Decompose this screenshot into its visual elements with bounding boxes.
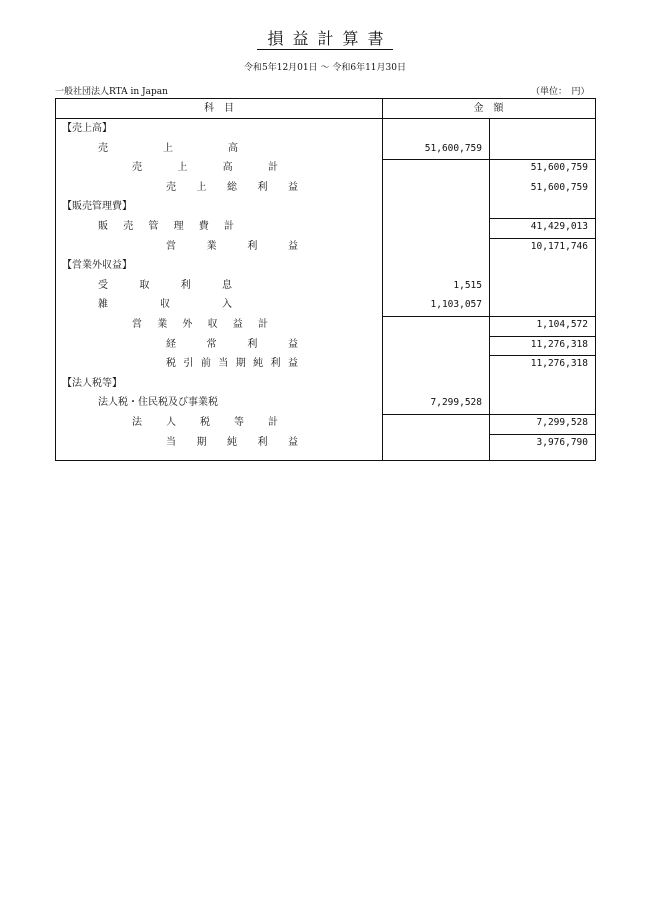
row-label: 法人税・住民税及び事業税: [98, 397, 218, 409]
total-rule: [489, 336, 595, 337]
detail-amount: 1,515: [453, 279, 482, 291]
row-label: 雑 収 入: [98, 299, 232, 311]
total-amount: 11,276,318: [530, 358, 588, 370]
total-rule: [489, 218, 595, 219]
row-label: 販 売 管 理 費 計: [98, 221, 234, 232]
row-label: 【営業外収益】: [62, 260, 132, 272]
row-label: 営 業 利 益: [166, 240, 298, 252]
total-amount: 3,976,790: [536, 436, 588, 448]
total-amount: 10,171,746: [530, 240, 588, 252]
amount-header: 金 額: [473, 103, 504, 114]
row-label: 売 上 高: [98, 142, 238, 154]
row-label: 売 上 高 計: [132, 162, 278, 174]
total-amount: 1,104,572: [536, 319, 588, 330]
income-statement-table: [55, 98, 596, 461]
row-label: 【販売管理費】: [62, 201, 132, 213]
unit-label: （単位： 円）: [531, 87, 590, 97]
company-name: 一般社団法人RTA in Japan: [55, 87, 168, 97]
subject-header: 科 目: [204, 103, 234, 114]
total-amount: 7,299,528: [536, 417, 588, 428]
total-amount: 51,600,759: [530, 162, 588, 174]
detail-amount: 7,299,528: [430, 397, 482, 409]
row-label: 受 取 利 息: [98, 279, 232, 291]
total-amount: 51,600,759: [530, 181, 588, 193]
row-label: 営 業 外 収 益 計: [132, 319, 268, 330]
row-label: 当 期 純 利 益: [166, 436, 298, 448]
row-label: 【法人税等】: [62, 377, 122, 389]
detail-amount: 51,600,759: [424, 142, 482, 154]
row-label: 売 上 総 利 益: [166, 181, 298, 193]
total-amount: 11,276,318: [530, 338, 588, 350]
row-label: 法 人 税 等 計: [132, 417, 278, 428]
row-label: 税 引 前 当 期 純 利 益: [166, 358, 298, 370]
total-rule: [489, 434, 595, 435]
total-amount: 41,429,013: [530, 221, 588, 232]
row-label: 経 常 利 益: [166, 338, 298, 350]
total-rule: [489, 414, 595, 415]
detail-rule: [382, 159, 489, 160]
detail-amount: 1,103,057: [430, 299, 482, 311]
header-divider: [56, 118, 595, 119]
detail-rule: [382, 316, 489, 317]
total-rule: [489, 159, 595, 160]
fiscal-period: 令和5年12月01日 ～ 令和6年11月30日: [244, 63, 406, 73]
total-rule: [489, 316, 595, 317]
document-title: 損益計算書: [0, 26, 650, 49]
total-rule: [489, 355, 595, 356]
detail-rule: [382, 414, 489, 415]
row-label: 【売上高】: [62, 123, 112, 134]
total-rule: [489, 238, 595, 239]
